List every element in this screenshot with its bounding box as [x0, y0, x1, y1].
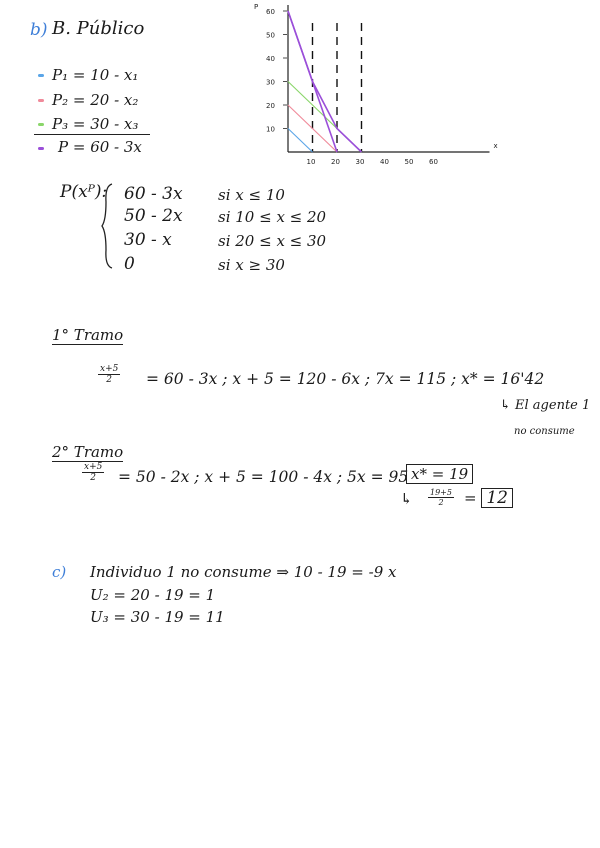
piecewise-cond-2: si 10 ≤ x ≤ 20: [218, 208, 327, 226]
piecewise-expr-4: 0: [124, 254, 135, 274]
tramo1-equation: = 60 - 3x ; x + 5 = 120 - 6x ; 7x = 115 ; x* = 16'42: [146, 370, 545, 388]
x-tick-label: 10: [306, 158, 316, 166]
tramo2-sub-num: 19+5: [430, 488, 452, 497]
piecewise-expr-3: 30 - x: [124, 230, 172, 250]
legend-p1: P₁ = 10 - x₁: [52, 66, 139, 84]
tramo2-result: x* = 19: [406, 464, 473, 484]
legend-divider: [34, 134, 150, 135]
y-tick-label: 40: [266, 55, 275, 63]
part-c-line-2: U₂ = 20 - 19 = 1: [90, 586, 216, 604]
legend-swatch-p2: [38, 99, 44, 102]
y-tick-label: 10: [266, 125, 275, 134]
x-axis-label: x: [493, 142, 498, 150]
tramo2-equation: = 50 - 2x ; x + 5 = 100 - 4x ; 5x = 95: [118, 468, 409, 486]
piecewise-expr-1: 60 - 3x: [124, 184, 183, 204]
piecewise-cond-3: si 20 ≤ x ≤ 30: [218, 232, 327, 250]
tramo2-sub-den: 2: [438, 498, 444, 507]
tramo1-note-1: ↳ El agente 1: [500, 398, 591, 413]
x-tick-label: 40: [380, 158, 389, 166]
tramo1-frac-num: x+5: [100, 364, 119, 374]
y-tick-label: 60: [266, 8, 275, 16]
y-axis-label: P: [254, 3, 259, 11]
x-tick-label: 50: [404, 158, 414, 166]
piecewise-expr-2: 50 - 2x: [124, 206, 183, 226]
y-tick-label: 50: [266, 31, 275, 40]
section-letter-b: b): [30, 20, 48, 40]
x-tick-label: 30: [355, 158, 365, 166]
piecewise-label: P(xᴾ):: [60, 182, 108, 202]
tramo1-fraction: [98, 364, 120, 385]
series-p: [288, 11, 362, 152]
tramo1-frac-den: 2: [106, 375, 113, 385]
legend-p: P = 60 - 3x: [58, 138, 142, 156]
legend-p3: P₃ = 30 - x₃: [52, 115, 139, 133]
tramo1-title: 1° Tramo: [52, 326, 124, 344]
section-title: B. Público: [52, 18, 145, 39]
tramo2-sub-result-box: = 12: [464, 488, 513, 508]
tramo2-fraction: [82, 462, 104, 483]
series-p-line: [288, 11, 337, 152]
legend-swatch-p1: [38, 74, 44, 77]
tramo2-title: 2° Tramo: [52, 443, 124, 461]
x-tick-label: 60: [429, 158, 438, 166]
series-p1: [288, 129, 313, 153]
section-letter-c: c): [52, 563, 67, 581]
legend-p2: P₂ = 20 - x₂: [52, 91, 139, 109]
legend-swatch-p3: [38, 123, 44, 126]
x-tick-label: 20: [331, 158, 340, 166]
piecewise-cond-1: si x ≤ 10: [218, 186, 285, 204]
brace-icon: [100, 182, 116, 270]
tramo2-frac-num: x+5: [84, 462, 103, 472]
y-tick-label: 20: [266, 102, 275, 110]
legend-swatch-p: [38, 147, 44, 150]
tramo2-sub-arrow: ↳: [400, 490, 413, 508]
part-c-line-3: U₃ = 30 - 19 = 11: [90, 608, 225, 626]
tramo2-sub-fraction: [428, 488, 454, 507]
y-tick-label: 30: [266, 78, 275, 87]
tramo2-frac-den: 2: [90, 473, 97, 483]
part-c-line-1: Individuo 1 no consume ⇒ 10 - 19 = -9 x: [90, 563, 397, 581]
piecewise-cond-4: si x ≥ 30: [218, 256, 285, 274]
tramo1-note-2: no consume: [514, 426, 575, 437]
tramo2-result-box: [406, 464, 473, 484]
tramo2-sub-result: 12: [481, 488, 513, 508]
demand-chart: [248, 0, 498, 170]
